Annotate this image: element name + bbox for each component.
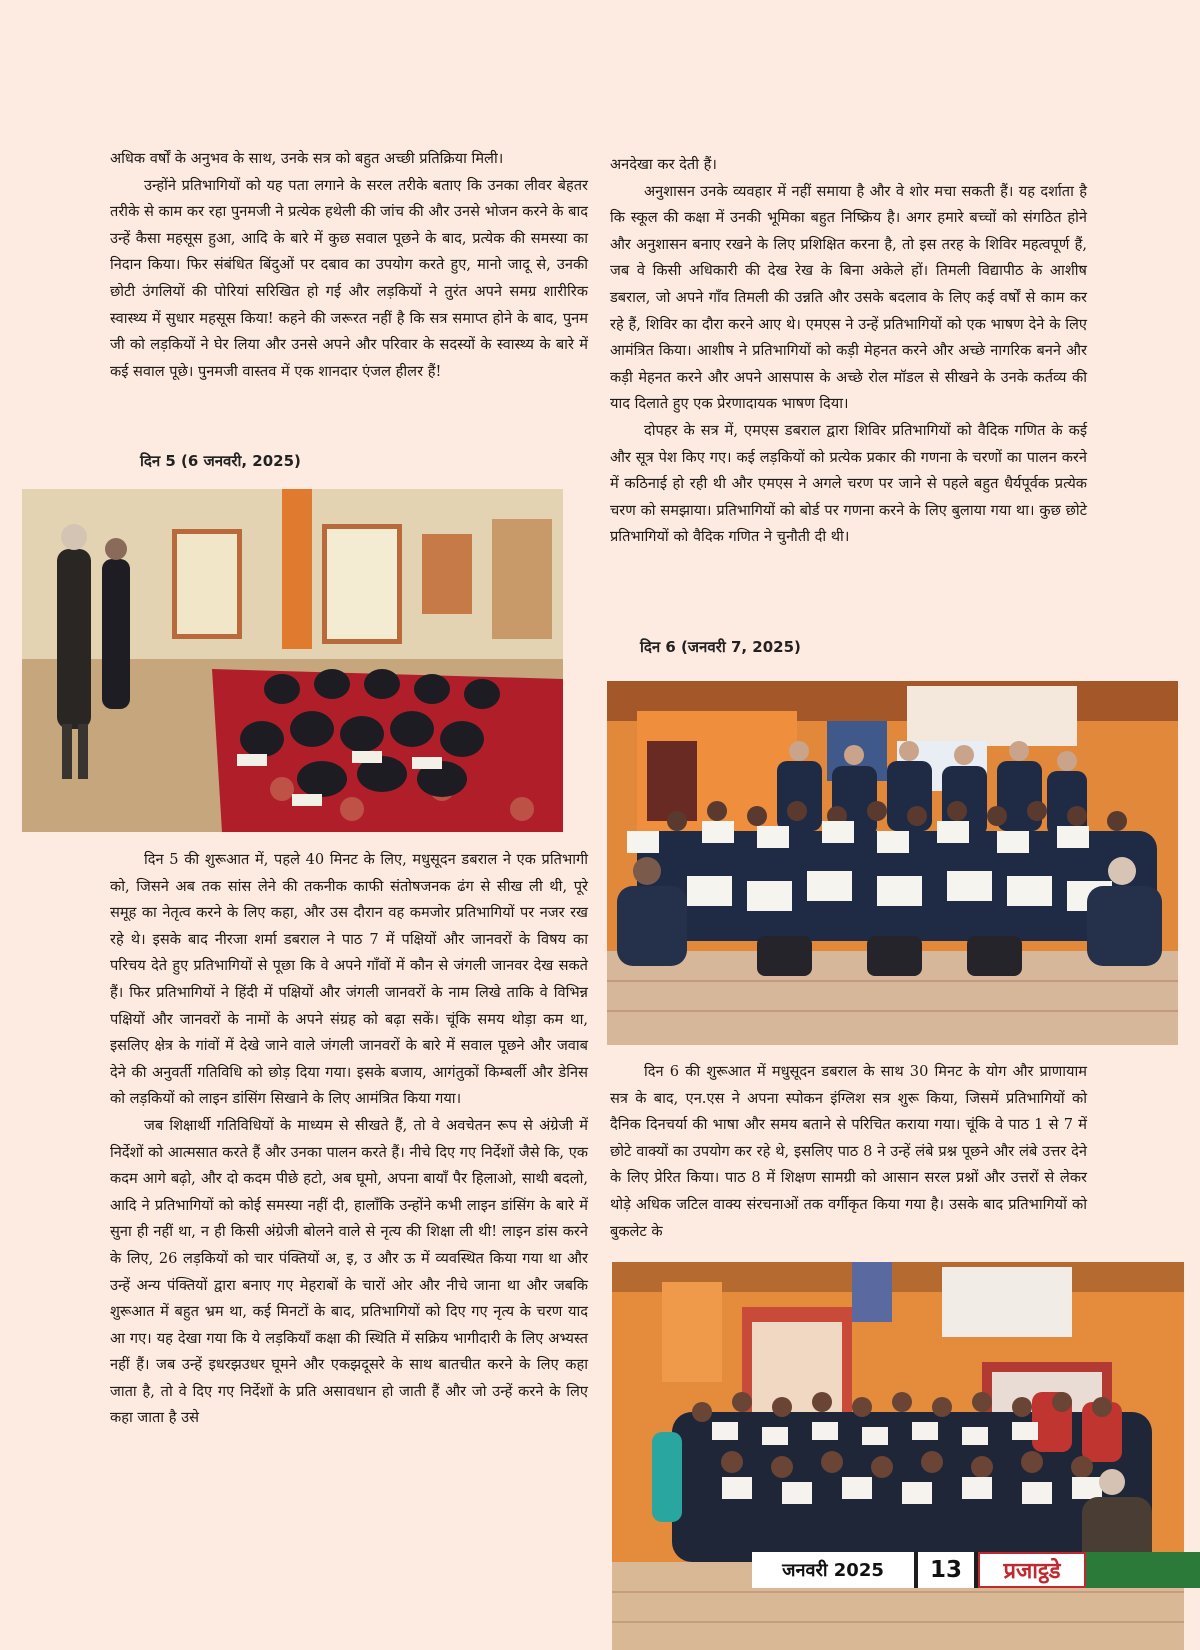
paragraph: अधिक वर्षों के अनुभव के साथ, उनके सत्र को बहुत अच्छी प्रतिक्रिया मिली।	[110, 150, 504, 167]
paragraph: उन्होंने प्रतिभागियों को यह पता लगाने के सरल तरीके बताए कि उनका लीवर बेहतर तरीके से काम कर रहा पुनमजी ने प्रत्येक हथेली की जांच की और उनसे भोजन करने के बाद उन्हें कैसा महसूस हुआ, आदि के बारे में कुछ सवाल पूछने के बाद, प्रत्येक की समस्या का निदान किया। फिर संबंधित बिंदुओं पर दबाव का उपयोग करते हुए, मानो जादू से, उनकी छोटी उंगलियों की पोरियां सरिखित हो गई और लड़कियों ने तुरंत अपने समग्र शारीरिक स्वास्थ्य में सुधार महसूस किया! कहने की जरूरत नहीं है कि सत्र समाप्त होने के बाद, पुनम जी को लड़कियों ने घेर लिया और उनसे अपने और परिवार के सदस्यों के स्वास्थ्य के बारे में कई सवाल पूछे। पुनमजी वास्तव में एक शानदार एंजल हीलर हैं!	[110, 176, 588, 380]
page-number: 13	[918, 1552, 974, 1588]
paragraph: दोपहर के सत्र में, एमएस डबराल द्वारा शिविर प्रतिभागियों को वैदिक गणित के कई और सूत्र पेश किए गए। कई लड़कियों को प्रत्येक प्रकार की गणना के चरणों का पालन करने में कठिनाई हो रही थी और एमएस ने अगले चरण पर जाने से पहले बहुत धैर्यपूर्वक प्रत्येक चरण को समझाया। प्रतिभागियों को बोर्ड पर गणना करने के लिए बुलाया गया था। कुछ छोटे प्रतिभागियों को वैदिक गणित ने चुनौती दी थी।	[610, 421, 1087, 546]
day5-heading: दिन 5 (6 जनवरी, 2025)	[140, 452, 301, 470]
left-column-bottom-text	[110, 847, 588, 1432]
magazine-brand: प्रजाट्ठडे	[978, 1552, 1086, 1588]
paragraph: अनुशासन उनके व्यवहार में नहीं समाया है और वे शोर मचा सकती हैं। यह दर्शाता है कि स्कूल की कक्षा में उनकी भूमिका बहुत निष्क्रिय है। अगर हमारे बच्चों को संगठित होने और अनुशासन बनाए रखने के लिए प्रशिक्षित करना है, तो इस तरह के शिविर महत्वपूर्ण हैं, जब वे किसी अधिकारी की देख रेख के बिना अकेले हों। तिमली विद्यापीठ के आशीष डबराल, जो अपने गाँव तिमली की उन्नति और उसके बदलाव के लिए कई वर्षों से काम कर रहे हैं, शिविर का दौरा करने आए थे। एमएस ने उन्हें प्रतिभागियों को एक भाषण देने के लिए आमंत्रित किया। आशीष ने प्रतिभागियों को कड़ी मेहनत करने और अच्छे नागरिक बनने और कड़ी मेहनत करने और अपने आसपास के अच्छे रोल मॉडल से सीखने के उनके कर्तव्य की याद दिलाते हुए एक प्रेरणादायक भाषण दिया।	[610, 182, 1087, 413]
left-column-top-text	[110, 146, 588, 385]
paragraph: अनदेखा कर देती हैं।	[610, 156, 717, 173]
page-footer	[752, 1552, 1200, 1588]
footer-month: जनवरी 2025	[752, 1552, 914, 1588]
day6-heading: दिन 6 (जनवरी 7, 2025)	[640, 638, 801, 656]
group-photo-certificates	[607, 681, 1178, 1045]
footer-green-band	[1086, 1552, 1200, 1588]
paragraph: जब शिक्षार्थी गतिविधियों के माध्यम से सीखते हैं, तो वे अवचेतन रूप से अंग्रेजी में निर्देशों को आत्मसात करते हैं और उनका पालन करते हैं। नीचे दिए गए निर्देशों जैसे कि, एक कदम आगे बढ़ो, और दो कदम पीछे हटो, अब घूमो, अपना बायाँ पैर हिलाओ, साथी बदलो, आदि ने प्रतिभागियों को कोई समस्या नहीं दी, हालाँकि उन्होंने कभी लाइन डांसिंग के बारे में सुना ही नहीं था, न ही किसी अंग्रेजी बोलने वाले से नृत्य की शिक्षा ली थी! लाइन डांस करने के लिए, 26 लड़कियों को चार पंक्तियों अ, इ, उ और ऊ में व्यवस्थित किया गया था और उन्हें अन्य पंक्तियों द्वारा बनाए गए मेहराबों के चारों ओर और नीचे जाना था और जबकि शुरूआत में बहुत भ्रम था, कई मिनटों के बाद, प्रतिभागियों को दिए गए नृत्य के चरण याद आ गए। यह देखा गया कि ये लड़कियाँ कक्षा की स्थिति में सक्रिय भागीदारी के लिए अभ्यस्त नहीं हैं। जब उन्हें इधरझउधर घूमने और एकझदूसरे के साथ बातचीत करने के लिए कहा जाता है, तो वे दिए गए निर्देशों के प्रति असावधान हो जाती हैं और जो उन्हें करने के लिए कहा जाता है उसे	[110, 1116, 588, 1427]
right-column-bottom-text	[610, 1059, 1087, 1245]
right-column-top-text	[610, 152, 1087, 551]
paragraph: दिन 5 की शुरूआत में, पहले 40 मिनट के लिए, मधुसूदन डबराल ने एक प्रतिभागी को, जिसने अब तक सांस लेने की तकनीक काफी संतोषजनक ढंग से सीख ली थी, पूरे समूह का नेतृत्व करने के लिए कहा, और उस दौरान वह कमजोर प्रतिभागियों पर नजर रख रहे थे। इसके बाद नीरजा शर्मा डबराल ने पाठ 7 में पक्षियों और जानवरों के विषय का परिचय देते हुए प्रतिभागियों से पूछा कि वे अपने गाँवों में कौन से जंगली जानवर देख सकते हैं। फिर प्रतिभागियों ने हिंदी में पक्षियों और जंगली जानवरों के नाम लिखे ताकि वे विभिन्न पक्षियों और जानवरों के नामों के अपने संग्रह को बढ़ा सकें। चूंकि समय थोड़ा कम था, इसलिए क्षेत्र के गांवों में देखे जाने वाले जंगली जानवरों के बारे में सवाल पूछने और जवाब देने की अनुवर्ती गतिविधि को छोड़ दिया गया। इसके बजाय, आगंतुकों किम्बर्ली और डेनिस को लड़कियों को लाइन डांसिंग सिखाने के लिए आमंत्रित किया गया।	[110, 851, 588, 1108]
classroom-photo	[22, 489, 563, 832]
group-photo-outdoors	[612, 1262, 1184, 1650]
paragraph: दिन 6 की शुरूआत में मधुसूदन डबराल के साथ 30 मिनट के योग और प्राणायाम सत्र के बाद, एन.एस ने अपना स्पोकन इंग्लिश सत्र शुरू किया, जिसमें प्रतिभागियों को दैनिक दिनचर्या की भाषा और समय बताने से परिचित कराया गया। चूंकि वे पाठ 1 से 7 में छोटे वाक्यों का उपयोग कर रहे थे, इसलिए पाठ 8 ने उन्हें लंबे प्रश्न पूछने और लंबे उत्तर देने के लिए प्रेरित किया। पाठ 8 में शिक्षण सामग्री को आसान सरल प्रश्नों और उत्तरों से लेकर थोड़े अधिक जटिल वाक्य संरचनाओं तक वर्गीकृत किया गया है। उसके बाद प्रतिभागियों को बुकलेट के	[610, 1063, 1087, 1240]
